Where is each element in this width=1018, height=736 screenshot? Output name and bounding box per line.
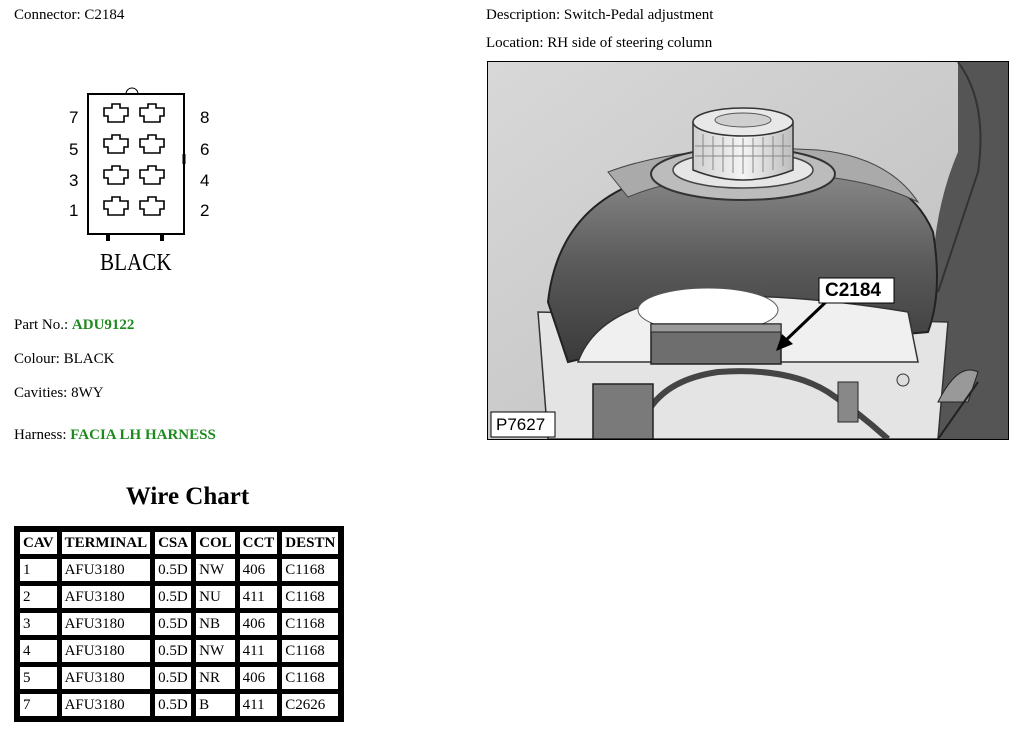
- table-row: [19, 558, 339, 582]
- part-no-value[interactable]: ADU9122: [71, 317, 135, 333]
- part-no-label: Part No.:: [14, 317, 69, 333]
- header-terminal: TERMINAL: [61, 531, 152, 555]
- steering-column-illustration: [488, 62, 1008, 439]
- cell-destn: C1168: [281, 666, 339, 690]
- cell-csa: 0.5D: [154, 693, 192, 717]
- cell-destn: C1168: [281, 585, 339, 609]
- cell-cav: 3: [19, 612, 58, 636]
- colour-label: Colour:: [14, 351, 60, 367]
- wire-chart-table: [14, 526, 344, 722]
- cell-csa: 0.5D: [154, 639, 192, 663]
- cell-cav: 2: [19, 585, 58, 609]
- pin-label-5: 5: [69, 140, 79, 159]
- cell-terminal: AFU3180: [61, 612, 152, 636]
- location-photo: [487, 61, 1009, 440]
- header-csa: CSA: [154, 531, 192, 555]
- cell-col: NB: [195, 612, 236, 636]
- cell-cct: 406: [239, 612, 279, 636]
- cavities-line: [14, 384, 104, 402]
- header-col: COL: [195, 531, 236, 555]
- pin-label-2: 2: [200, 201, 210, 220]
- table-header-row: [19, 531, 339, 555]
- photo-callout-label: C2184: [825, 280, 881, 301]
- table-row: [19, 612, 339, 636]
- diagram-colour-label: BLACK: [100, 250, 172, 276]
- cell-col: NR: [195, 666, 236, 690]
- pin-label-1: 1: [69, 201, 79, 220]
- cell-col: NW: [195, 558, 236, 582]
- wire-chart-title: Wire Chart: [125, 483, 250, 510]
- location-label: Location:: [486, 35, 544, 51]
- header-cct: CCT: [239, 531, 279, 555]
- description-label: Description:: [486, 7, 561, 23]
- header-destn: DESTN: [281, 531, 339, 555]
- harness-label: Harness:: [14, 427, 67, 443]
- header-cav: CAV: [19, 531, 58, 555]
- cell-cav: 1: [19, 558, 58, 582]
- pin-label-4: 4: [200, 171, 210, 190]
- connector-face-drawing: [60, 80, 230, 250]
- cell-terminal: AFU3180: [61, 585, 152, 609]
- table-row: [19, 585, 339, 609]
- harness-line: [14, 426, 216, 444]
- connector-line: [14, 6, 124, 24]
- cell-csa: 0.5D: [154, 612, 192, 636]
- table-row: [19, 639, 339, 663]
- part-no-line: [14, 316, 134, 334]
- cavities-value: 8WY: [71, 385, 104, 401]
- table-row: [19, 666, 339, 690]
- pin-label-3: 3: [69, 171, 79, 190]
- cell-terminal: AFU3180: [61, 666, 152, 690]
- cell-cct: 411: [239, 639, 279, 663]
- cell-cct: 406: [239, 666, 279, 690]
- cell-col: NU: [195, 585, 236, 609]
- pin-label-7: 7: [69, 108, 79, 127]
- cell-cav: 4: [19, 639, 58, 663]
- location-line: [486, 34, 712, 52]
- cell-col: NW: [195, 639, 236, 663]
- location-value: RH side of steering column: [547, 35, 713, 51]
- colour-line: [14, 350, 114, 368]
- cell-destn: C2626: [281, 693, 339, 717]
- cell-terminal: AFU3180: [61, 558, 152, 582]
- connector-diagram: [60, 80, 230, 280]
- cell-cct: 406: [239, 558, 279, 582]
- cell-csa: 0.5D: [154, 585, 192, 609]
- harness-value[interactable]: FACIA LH HARNESS: [70, 427, 216, 443]
- cell-cav: 5: [19, 666, 58, 690]
- pin-label-8: 8: [200, 108, 210, 127]
- cell-cct: 411: [239, 693, 279, 717]
- photo-ref-label: P7627: [496, 415, 546, 434]
- pin-label-6: 6: [200, 140, 210, 159]
- cell-destn: C1168: [281, 639, 339, 663]
- cell-destn: C1168: [281, 558, 339, 582]
- cell-csa: 0.5D: [154, 558, 192, 582]
- connector-value: C2184: [84, 7, 125, 23]
- cell-terminal: AFU3180: [61, 693, 152, 717]
- colour-value: BLACK: [63, 351, 115, 367]
- cell-terminal: AFU3180: [61, 639, 152, 663]
- description-line: [486, 6, 713, 24]
- cell-cct: 411: [239, 585, 279, 609]
- cell-csa: 0.5D: [154, 666, 192, 690]
- cell-cav: 7: [19, 693, 58, 717]
- connector-label: Connector:: [14, 7, 81, 23]
- description-value: Switch-Pedal adjustment: [563, 7, 714, 23]
- cavities-label: Cavities:: [14, 385, 68, 401]
- cell-destn: C1168: [281, 612, 339, 636]
- cell-col: B: [195, 693, 236, 717]
- table-row: [19, 693, 339, 717]
